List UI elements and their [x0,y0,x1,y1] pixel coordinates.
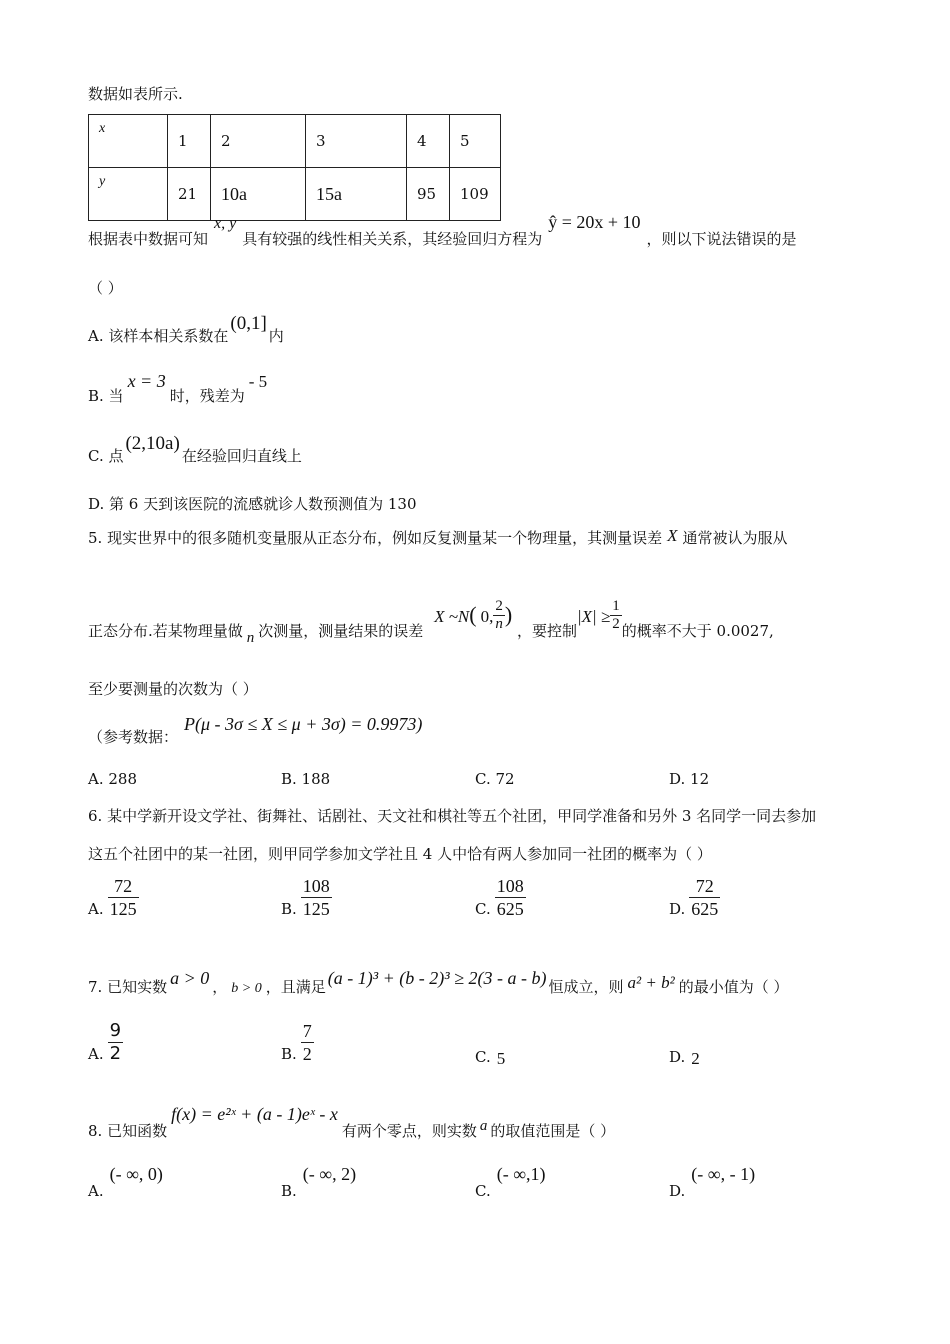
option-label: D. [669,1182,686,1200]
option-label: D. [669,899,686,918]
point-math: (2,10a) [125,433,180,454]
q7-text: 恒成立，则 [548,978,624,996]
q7-stem [88,968,789,996]
table-cell: 5 [450,115,501,168]
table-row [89,115,501,168]
option-fraction [108,875,139,920]
q5-line1 [88,527,788,548]
option-text: C. 点 [88,447,124,465]
option-value: (- ∞, 0) [109,1164,163,1184]
q7-expression: a² + b² [627,973,675,992]
option-value: (- ∞, 2) [302,1164,357,1184]
q4-option-b [88,371,271,406]
q8-text: 8. 已知函数 [88,1122,168,1140]
q7-cond-a: a > 0 [170,968,210,988]
table-cell: x [89,115,168,168]
fraction-numerator: 72 [108,875,139,898]
interval-math: (0,1] [230,313,267,334]
q8-var: a [479,1118,488,1134]
table-cell: 15a [306,168,407,221]
q5-line3: 至少要测量的次数为（ ） [88,680,258,698]
table-cell: 4 [407,115,450,168]
fraction-denominator: 625 [691,899,719,919]
q5-ref [88,714,423,746]
q6-option-a [88,875,139,920]
option-label: A. [88,1182,104,1200]
option-label: A. [88,899,104,918]
option-label: C. [475,1182,491,1200]
q5-option-d: D. 12 [669,770,710,788]
q8-option-c [475,1164,546,1200]
q8-stem [88,1104,616,1140]
q6-line1: 6. 某中学新开设文学社、街舞社、话剧社、天文社和棋社等五个社团，甲同学准备和另外 3 名同学一同去参加 [88,807,817,825]
q5-option-a: A. 288 [88,770,137,788]
fraction-denominator: 2 [302,1044,312,1064]
normal-dist: X ~N [434,606,470,626]
q7-option-a [88,1020,123,1065]
table-cell: 95 [407,168,450,221]
q5-ref-label: （参考数据： [88,728,179,746]
q8-function: f(x) = e²ˣ + (a - 1)eˣ - x [171,1104,338,1124]
q8-text: 的取值范围是（ ） [490,1122,616,1140]
fraction-denominator: 2 [109,1043,122,1064]
option-label: D. [669,1048,686,1066]
q5-X: X [667,526,678,545]
q5-line2 [88,590,774,646]
option-label: A. [88,1044,104,1063]
q7-inequality: (a - 1)³ + (b - 2)³ ≥ 2(3 - a - b) [327,968,547,988]
q8-text: 有两个零点，则实数 [341,1122,477,1140]
option-value: (- ∞,1) [496,1164,546,1184]
q5-text: 通常被认为服从 [682,529,788,547]
paren-right: ) [504,601,513,627]
table-cell: 1 [168,115,211,168]
table-cell: 109 [450,168,501,221]
fraction-numerator: 2 [495,598,503,614]
q4-stem [88,212,797,249]
x-equals-math: x = 3 [127,371,166,391]
q7-text: ， [212,978,228,996]
q4-stem-b: 具有较强的线性相关关系，其经验回归方程为 [242,230,543,248]
fraction-numerator: 108 [496,876,524,896]
q7-text: 7. 已知实数 [88,978,168,996]
option-value: (- ∞, - 1) [691,1164,756,1184]
q8-option-b [281,1164,357,1200]
table-cell: y [89,168,168,221]
option-value: 5 [496,1049,506,1068]
q5-text: 正态分布.若某物理量做 [88,621,243,640]
option-fraction [301,875,332,920]
q4-paren: （ ） [88,279,123,297]
option-fraction [689,875,720,920]
fraction-denominator: 2 [612,616,620,632]
q7-text: 的最小值为（ ） [678,978,789,996]
q4-option-c [88,433,302,467]
dist-mean: 0, [480,606,494,626]
q5-text: 的概率不大于 0.0027, [621,621,774,640]
fraction-numerator: 72 [689,875,720,898]
q4-vars: x, y [214,215,237,232]
paren-left: ( [469,601,477,627]
fraction-numerator: 9 [109,1020,122,1041]
q5-text: 5. 现实世界中的很多随机变量服从正态分布，例如反复测量某一个物理量，其测量误差 [88,529,663,547]
half-fraction [610,598,622,633]
q7-option-b [281,1020,314,1065]
option-fraction [108,1020,123,1065]
intro-text: 数据如表所示. [88,85,183,103]
option-label: B. [281,1182,297,1200]
option-text: 时，残差为 [169,387,245,405]
q4-stem-a: 根据表中数据可知 [88,230,209,248]
q8-option-d [669,1164,756,1200]
table-cell: 21 [168,168,211,221]
q4-stem-c: ，则以下说法错误的是 [646,230,797,248]
q7-option-d [669,1047,700,1067]
q6-option-b [281,875,332,920]
option-label: C. [475,1048,491,1066]
option-value: 2 [691,1049,700,1068]
option-text: B. 当 [88,387,124,405]
fraction-denominator: 125 [302,899,330,919]
dist-variance-fraction [493,598,505,633]
q5-option-c: C. 72 [475,770,515,788]
fraction-numerator: 1 [612,598,620,614]
q5-text: 次测量，测量结果的误差 [258,621,424,640]
option-text: 在经验回归直线上 [181,447,302,465]
option-label: C. [475,899,491,918]
fraction-denominator: n [495,616,503,632]
q6-option-d [669,875,720,920]
table-cell: 10a [211,168,306,221]
q5-option-b: B. 188 [281,770,331,788]
fraction-numerator: 108 [302,876,330,896]
q5-text: ，要控制 [516,621,577,640]
fraction-numerator: 7 [302,1021,312,1041]
q6-option-c [475,875,526,920]
table-cell: 3 [306,115,407,168]
q7-text: ，且满足 [265,978,326,996]
abs-X: |X| ≥ [576,606,611,626]
table-cell: 2 [211,115,306,168]
table-row [89,168,501,221]
regression-equation: ŷ = 20x + 10 [548,212,641,232]
q4-option-a [88,313,284,347]
q8-option-a [88,1164,163,1200]
q7-option-c [475,1047,505,1067]
fraction-denominator: 625 [496,899,524,919]
q5-ref-math: P(μ - 3σ ≤ X ≤ μ + 3σ) = 0.9973) [184,714,423,734]
option-label: B. [281,899,297,918]
data-table [88,114,501,221]
q5-n: n [246,629,255,646]
option-label: B. [281,1044,297,1063]
q7-cond-b: b > 0 [231,981,262,996]
option-fraction [495,875,526,920]
fraction-denominator: 125 [109,899,137,919]
option-fraction [301,1020,314,1065]
q6-line2: 这五个社团中的某一社团，则甲同学参加文学社且 4 人中恰有两人参加同一社团的概率为（ ） [88,845,712,863]
q4-option-d: D. 第 6 天到该医院的流感就诊人数预测值为 130 [88,495,417,513]
option-text: A. 该样本相关系数在 [88,327,229,345]
residual-value: - 5 [248,372,268,391]
option-text: 内 [268,327,284,345]
